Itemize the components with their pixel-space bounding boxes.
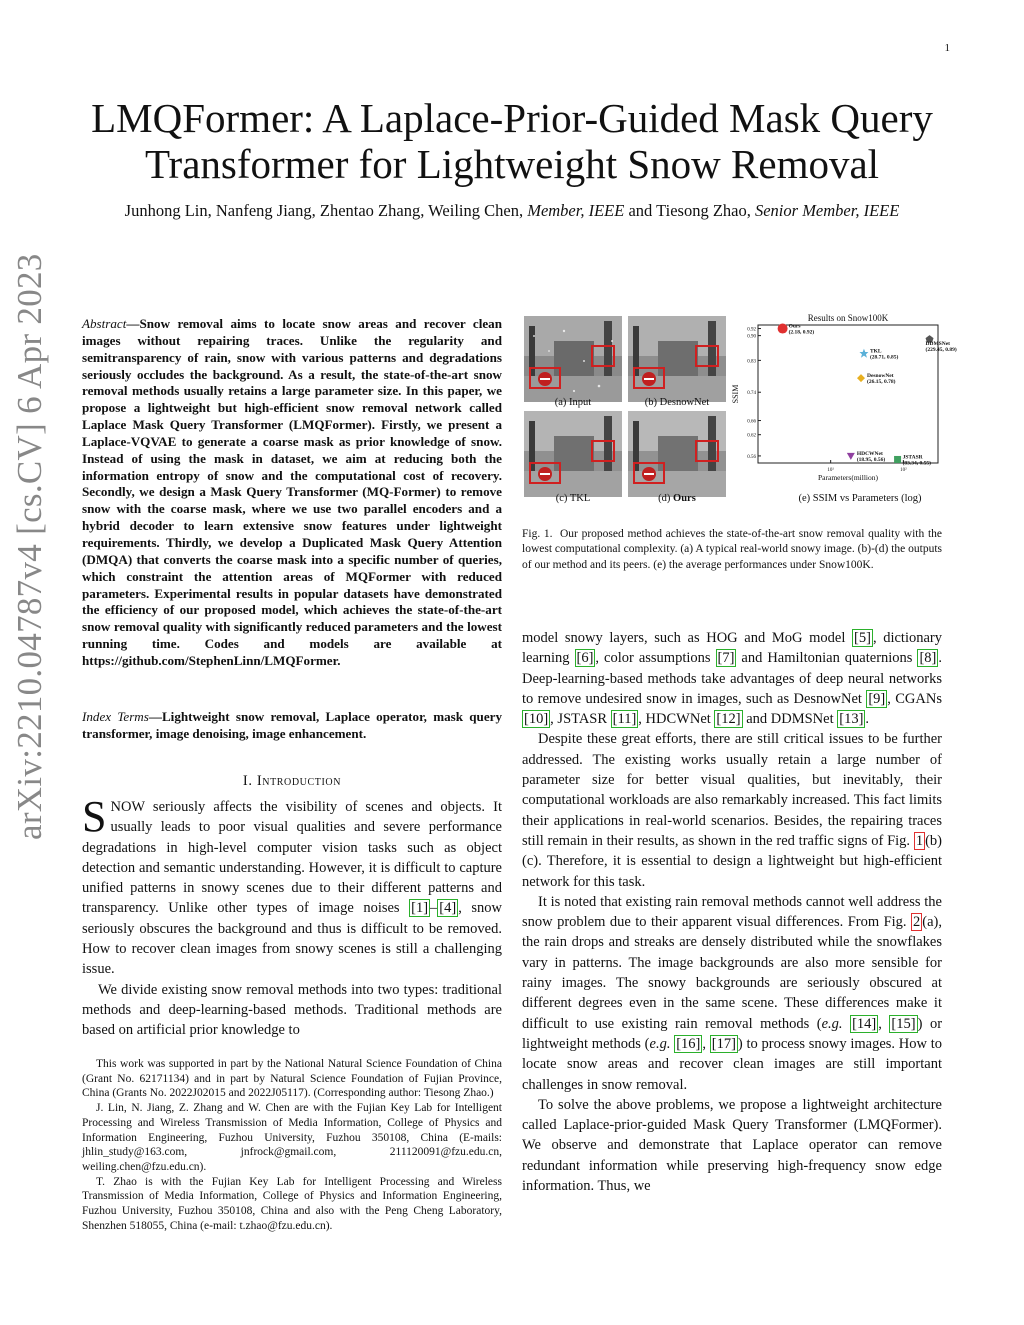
point-value-label: (28.71, 0.85) [869, 354, 899, 361]
citation-link[interactable]: [10] [524, 711, 549, 728]
x-tick-label: 10² [900, 468, 907, 473]
y-axis-label: SSIM [731, 384, 740, 404]
jstasr-marker [894, 456, 901, 463]
paper-title [60, 95, 964, 187]
point-name-label: DesnowNet [867, 373, 894, 380]
text-run: and Hamiltonian quaternions [736, 650, 918, 667]
caption-text: Our proposed method achieves the state-of-the-art snow removal quality with the lowest computational complexity. (a) A typical real-world snowy image. (b)-(d) the outputs of our method and its peers. (e) the average performances under Snow100K. [522, 528, 943, 571]
drop-cap: S [82, 792, 107, 841]
citation-link[interactable]: [4] [439, 900, 457, 917]
author-list [80, 200, 944, 222]
desnownet-marker [857, 374, 865, 382]
point-value-label: (83.34, 0.55) [902, 460, 932, 467]
plot-frame [758, 325, 938, 463]
index-terms [82, 709, 502, 743]
point-name-label: Ours [788, 323, 801, 330]
snow-image-ours [628, 411, 726, 497]
text-run: , JSTASR [550, 711, 611, 728]
citation-link[interactable]: [14] [852, 1015, 877, 1032]
figure-label-c: (c) TKL [555, 493, 591, 504]
caption-label: Fig. 1. [522, 528, 553, 540]
y-tick-label: 0.62 [747, 433, 756, 439]
ours-marker [778, 324, 788, 334]
citation-link[interactable]: [15] [891, 1015, 916, 1032]
point-name-label: TKL [869, 348, 882, 355]
right-column-text [522, 628, 942, 1196]
y-tick-label: 0.92 [747, 327, 756, 333]
text-run: . [865, 711, 870, 728]
right-paragraph-4: To solve the above problems, we propose a lightweight architecture called Laplace-prior-guided Mask Query Transformer (LMQFormer). We observe and demonstrate that Laplace operator can remove redundant information while preserving high-frequency snow edge information. Thus, we [522, 1096, 942, 1195]
intro-text [82, 792, 502, 1041]
eg-italic: e.g. [821, 1015, 843, 1032]
page-number: 1 [944, 42, 950, 54]
citation-link[interactable]: [9] [868, 690, 886, 707]
text-run: , CGANs [887, 690, 942, 707]
figure-ref-link[interactable]: 1 [915, 832, 924, 849]
citation-link[interactable]: [5] [854, 630, 871, 646]
intro-paragraph-2: We divide existing snow removal methods into two types: traditional methods and deep-learning-based methods. Traditional methods are based on artificial prior knowledge to [82, 981, 502, 1039]
title-line-1: LMQFormer: A Laplace-Prior-Guided Mask Query [91, 95, 933, 141]
footnotes [82, 1057, 502, 1233]
snow-image-tkl [524, 411, 622, 497]
y-tick-label: 0.74 [747, 391, 756, 397]
point-name-label: DDMSNet [925, 341, 950, 348]
section-title: Introduction [256, 773, 342, 789]
text-run: , [702, 1035, 710, 1052]
ssim-params-chart [730, 311, 957, 511]
point-value-label: (26.15, 0.78) [867, 379, 896, 386]
footnote-affiliation-2: T. Zhao is with the Fujian Key Lab for Intelligent Processing and Wireless Transmission of Media Information, College of Physics and Information Engineering, Fuzhou University, Fuzhou 350108, China and also with the Peng Cheng Laboratory, Shenzhen 518055, China (e-mail: t.zhao@fzu.edu.cn). [82, 1175, 502, 1232]
street-scene-icon [628, 411, 726, 497]
text-run: , dictionary learning [522, 630, 942, 667]
title-line-2: Transformer for Lightweight Snow Removal [144, 141, 880, 187]
citation-link[interactable]: [17] [711, 1035, 736, 1052]
text-run: model snowy layers, such as HOG and MoG model [522, 630, 853, 646]
right-paragraph-1 [522, 628, 942, 729]
x-tick-label: 10¹ [827, 468, 834, 473]
y-tick-label: 0.66 [747, 419, 756, 425]
abstract [82, 316, 502, 670]
member-tag: Member, IEEE [527, 201, 625, 220]
section-heading [82, 773, 502, 790]
point-name-label: HDCWNet [856, 450, 883, 457]
right-paragraph-3 [522, 892, 942, 1095]
citation-link[interactable]: [13] [839, 711, 864, 728]
chart-title: Results on Snow100K [807, 313, 889, 323]
text-run: . Deep-learning-based methods take advantages of deep neural networks to remove undesired snow in images, such as DesnowNet [522, 650, 942, 707]
footnote-affiliation-1: J. Lin, N. Jiang, Z. Zhang and W. Chen are with the Fujian Key Lab for Intelligent Processing and Wireless Transmission of Media Information, College of Physics and Information Engineering, Fuzhou University, Fuzhou 350108, China (E-mails: jhlin_study@163.com, jnfrock@gmail.com, 211120091@fzu.edu.cn, weiling.chen@fzu.edu.cn). [82, 1102, 502, 1173]
figure-label-e: (e) SSIM vs Parameters (log) [798, 493, 922, 504]
right-paragraph-2 [522, 729, 942, 891]
index-terms-text: —Lightweight snow removal, Laplace operator, mask query transformer, image denoising, image enhancement. [82, 709, 502, 741]
figure-label-d-ours: Ours [673, 493, 696, 504]
point-value-label: (2.18, 0.92) [788, 329, 815, 336]
text-run: , [878, 1015, 890, 1032]
street-scene-icon [524, 411, 622, 497]
street-scene-icon [628, 316, 726, 402]
citation-link[interactable]: [1] [411, 900, 429, 917]
text-run: (b)(c). Therefore, it is essential to design a lightweight but high-efficient network for this task. [522, 832, 942, 890]
abstract-text: —Snow removal aims to locate snow areas and recover clean images without repairing traces. Unlike the regularity and semitransparency of rain, snow with various patterns and degradations seriously occludes the background. As a result, the state-of-the-art snow removal methods usually retains a large parameter size. In this paper, we propose a lightweight but high-efficient snow removal network called Laplace Mask Query Transformer (LMQFormer). Firstly, we present a Laplace-VQVAE to generate a coarse mask as prior knowledge of snow. Instead of using the mask in dataset, we aim at reducing both the information entropy of snow and the computational cost of recovery. Secondly, we design a Mask Query Transformer (MQ-Former) to remove snow with the coarse mask, where we use two parallel encoders and a hybrid decoder to learn extensive snow features under lightweight requirements. Thirdly, we develop a Duplicated Mask Query Attention (DMQA) that converts the coarse mask into a specific number of queries, which constraint the attention areas of MQFormer with reduced parameters. Experimental results in popular datasets have demonstrated the efficiency of our proposed model, which achieves the state-of-the-art snow removal quality with significantly reduced parameters and the lowest running time. Codes and models are available at https://github.com/StephenLinn/LMQFormer. [82, 316, 502, 668]
y-tick-label: 0.56 [747, 454, 756, 460]
citation-link[interactable]: [7] [717, 650, 735, 667]
tkl-marker [859, 349, 868, 358]
text-run: (a), the rain drops and streaks are densely distributed while the snowflakes vary in patterns. The image backgrounds are also more sensible for rainy images. The snowy backgrounds are seriously obscured at different degrees even in the same scene. These differences make it difficult to use existing rain removal methods ( [522, 914, 942, 1032]
figure-ref-link[interactable]: 2 [913, 914, 921, 931]
intro-p1-a: NOW seriously affects the visibility of scenes and objects. It usually leads to poor visual qualities and severe performance degradations in high-level computer vision tasks such as object detection and semantic understanding. However, it is difficult to capture unified patterns in snowy scenes due to their different patterns and transparency. Unlike other types of image noises [82, 799, 502, 917]
snow-image-input [524, 316, 622, 402]
point-name-label: JSTASR [902, 454, 923, 461]
intro-paragraph-1 [82, 792, 502, 980]
street-scene-icon [524, 316, 622, 402]
index-terms-label: Index Terms [82, 709, 149, 724]
dash: – [430, 900, 438, 917]
citation-link[interactable]: [8] [919, 650, 937, 667]
section-number: I. [242, 773, 253, 789]
point-value-label: (229.45, 0.89) [925, 347, 957, 354]
text-run: It is noted that existing rain removal methods cannot well address the snow problem due to their apparent visual differences. From Fig. [522, 893, 942, 931]
figure-label-d-prefix: (d) [658, 493, 674, 504]
y-tick-label: 0.83 [747, 359, 756, 365]
author-names: Junhong Lin, Nanfeng Jiang, Zhentao Zhang, Weiling Chen, [124, 201, 524, 220]
footnote-funding: This work was supported in part by the National Natural Science Foundation of China (Grant No. 62171134) and in part by Natural Science Foundation of Fujian Province, China (Grants No. 2022J02015 and 2022J05117). (Corresponding author: Tiesong Zhao.) [82, 1058, 502, 1100]
abstract-label: Abstract [82, 316, 127, 331]
citation-link[interactable]: [12] [716, 711, 741, 728]
citation-link[interactable]: [11] [612, 711, 637, 728]
point-value-label: (18.95, 0.56) [856, 456, 886, 463]
text-run: and DDMSNet [742, 711, 838, 728]
text-run: ) to process snowy images. How to locate snow areas and recover clean images are still important challenges in snow removal. [522, 1035, 943, 1093]
senior-member-tag: Senior Member, IEEE [754, 201, 900, 220]
intro-p1-b: , snow seriously obscures the background and thus is difficult to be removed. How to recover clean images from snowy scenes is still a challenging issue. [82, 900, 502, 978]
figure-label-b: (b) DesnowNet [644, 397, 710, 408]
citation-link[interactable]: [16] [676, 1035, 701, 1052]
arxiv-stamp: arXiv:2210.04787v4 [cs.CV] 6 Apr 2023 [10, 253, 49, 840]
text-run: Despite these great efforts, there are still critical issues to be further addressed. The existing works usually retain a large number of parameter size for better visual qualities, but inevitably, their computational workloads are also remarkably increased. This fact limits their applications in real-world scenarios. Besides, the repairing traces still remain in their results, as shown in the red traffic signs of Fig. [522, 731, 942, 849]
author-and: and Tiesong Zhao, [628, 201, 751, 220]
text-run: , color assumptions [595, 650, 716, 667]
y-tick-label: 0.90 [747, 334, 756, 340]
citation-link[interactable]: [6] [576, 650, 594, 667]
figure-label-d [625, 493, 729, 504]
x-axis-label: Parameters(million) [818, 473, 878, 482]
text-run: , HDCWNet [638, 711, 715, 728]
text-run [843, 1016, 851, 1032]
text-run: ) or lightweight methods ( [522, 1015, 943, 1052]
snow-image-desnownet [628, 316, 726, 402]
eg-italic: e.g. [649, 1035, 671, 1052]
figure-label-a: (a) Input [554, 397, 592, 408]
hdcwnet-marker [847, 453, 855, 460]
figure-caption [522, 527, 942, 573]
chart-svg [730, 311, 957, 511]
